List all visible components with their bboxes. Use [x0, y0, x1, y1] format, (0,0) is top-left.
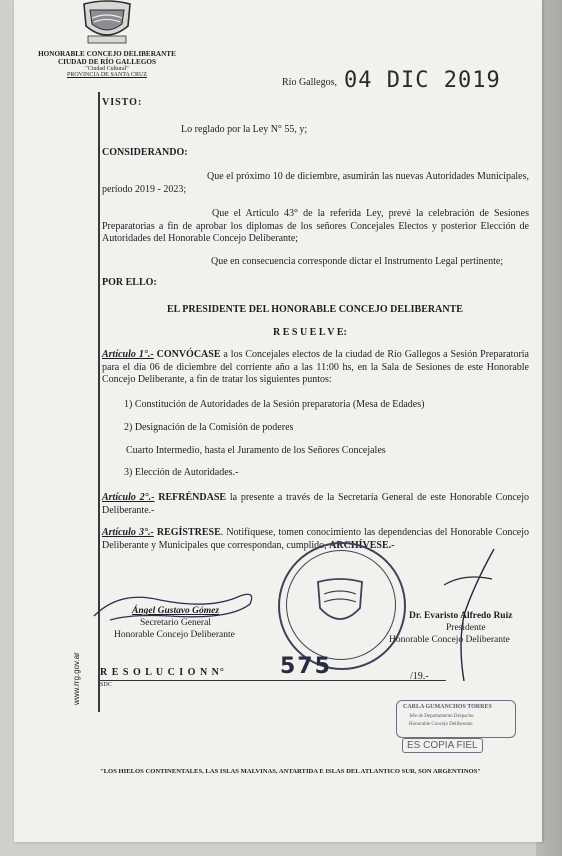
- left-signer-name: Ángel Gustavo Gómez: [132, 606, 220, 616]
- article-3-text: . Notifíquese, tomen conocimiento las dependencias del Honorable Concejo Deliberante y Municipales que correspondan, cumplido,: [102, 527, 529, 551]
- visto-text: Lo reglado por la Ley N° 55, y;: [181, 124, 308, 135]
- visto-heading: VISTO:: [102, 97, 143, 108]
- date-stamp: 04 DIC 2019: [344, 68, 501, 93]
- agenda-item-2: 2) Designación de la Comisión de poderes: [124, 422, 294, 433]
- seal-emblem-icon: [310, 574, 370, 634]
- article-2-label: Artículo 2°.-: [102, 492, 155, 503]
- por-ello-heading: POR ELLO:: [102, 277, 157, 288]
- resolution-label: R E S O L U C I O N N°: [100, 667, 225, 678]
- copy-stamp-box: [396, 700, 516, 738]
- article-3-verb: REGÍSTRESE: [156, 527, 221, 538]
- right-signer-role: Presidente: [446, 623, 486, 633]
- article-2: [102, 492, 529, 517]
- document-page: [14, 0, 542, 842]
- resuelve-heading: R E S U E L V E:: [273, 327, 347, 338]
- resolution-rule: [100, 680, 446, 681]
- article-1: [102, 349, 529, 387]
- left-signer-role: Secretario General: [140, 618, 211, 628]
- side-website: www.rrg.gov.ar: [72, 652, 81, 705]
- considerando-paragraph-3: Que en consecuencia corresponde dictar el Instrumento Legal pertinente;: [211, 256, 504, 267]
- right-signer-name: Dr. Evaristo Alfredo Ruiz: [409, 611, 513, 621]
- resolution-number: 575: [280, 654, 332, 679]
- copy-stamp-role: Jefe de Departamento Despacho: [409, 714, 474, 719]
- agenda-item-1: 1) Constitución de Autoridades de la Sesión preparatoria (Mesa de Edades): [124, 399, 425, 410]
- article-1-label: Artículo 1°.-: [102, 349, 154, 360]
- article-3-end: ARCHÍVESE.-: [329, 539, 395, 551]
- copy-stamp-org: Honorable Concejo Deliberante: [409, 722, 473, 727]
- date-place: Río Gallegos,: [282, 77, 337, 88]
- header-motto: "Ciudad Cultural": [85, 66, 129, 72]
- resolution-sdc: SDC: [100, 682, 112, 688]
- considerando-heading: CONSIDERANDO:: [102, 147, 188, 158]
- article-2-verb: REFRÉNDASE: [158, 492, 227, 503]
- header-council-name: HONORABLE CONCEJO DELIBERANTE: [38, 50, 176, 58]
- president-heading: EL PRESIDENTE DEL HONORABLE CONCEJO DELIBERANTE: [167, 304, 463, 315]
- es-copia-fiel-stamp: ES COPIA FIEL: [402, 738, 483, 753]
- council-crest-logo: [78, 0, 136, 46]
- considerando-paragraph-2: Que el Artículo 43° de la referida Ley, prevé la celebración de Sesiones Preparatorias a fin de aprobar los diplomas de los señores Concejales Electos y posterior Elección de Autoridades del Honorable Concejo Deliberante;: [102, 208, 529, 244]
- header-province: PROVINCIA DE SANTA CRUZ: [66, 72, 148, 78]
- article-1-text: a los Concejales electos de la ciudad de Río Gallegos a Sesión Preparatoria para el día 06 de diciembre del corriente año a las 11:00 hs, en la Sala de Sesiones de este Honorable Concejo Deliberante, a fin de tratar los siguientes puntos:: [102, 349, 529, 385]
- footer-motto: "LOS HIELOS CONTINENTALES, LAS ISLAS MALVINAS, ANTARTIDA E ISLAS DEL ATLANTICO SUR, SON ARGENTINOS": [100, 768, 481, 775]
- right-signer-org: Honorable Concejo Deliberante: [389, 635, 510, 645]
- article-1-verb: CONVÓCASE: [156, 349, 221, 360]
- copy-stamp-name: CARLA GUMANCHOS TORRES: [403, 704, 492, 710]
- resolution-year: /19.-: [410, 671, 429, 682]
- article-2-text: la presente a través de la Secretaría General de este Honorable Concejo Deliberante.-: [102, 492, 529, 516]
- considerando-paragraph-1: Que el próximo 10 de diciembre, asumirán las nuevas Autoridades Municipales, período 2019 - 2023;: [102, 171, 529, 195]
- left-signer-org: Honorable Concejo Deliberante: [114, 630, 235, 640]
- agenda-item-recess: Cuarto Intermedio, hasta el Juramento de los Señores Concejales: [126, 445, 386, 456]
- agenda-item-3: 3) Elección de Autoridades.-: [124, 467, 239, 478]
- article-3-label: Artículo 3°.-: [102, 527, 154, 538]
- header-city: CIUDAD DE RÍO GALLEGOS: [57, 58, 157, 66]
